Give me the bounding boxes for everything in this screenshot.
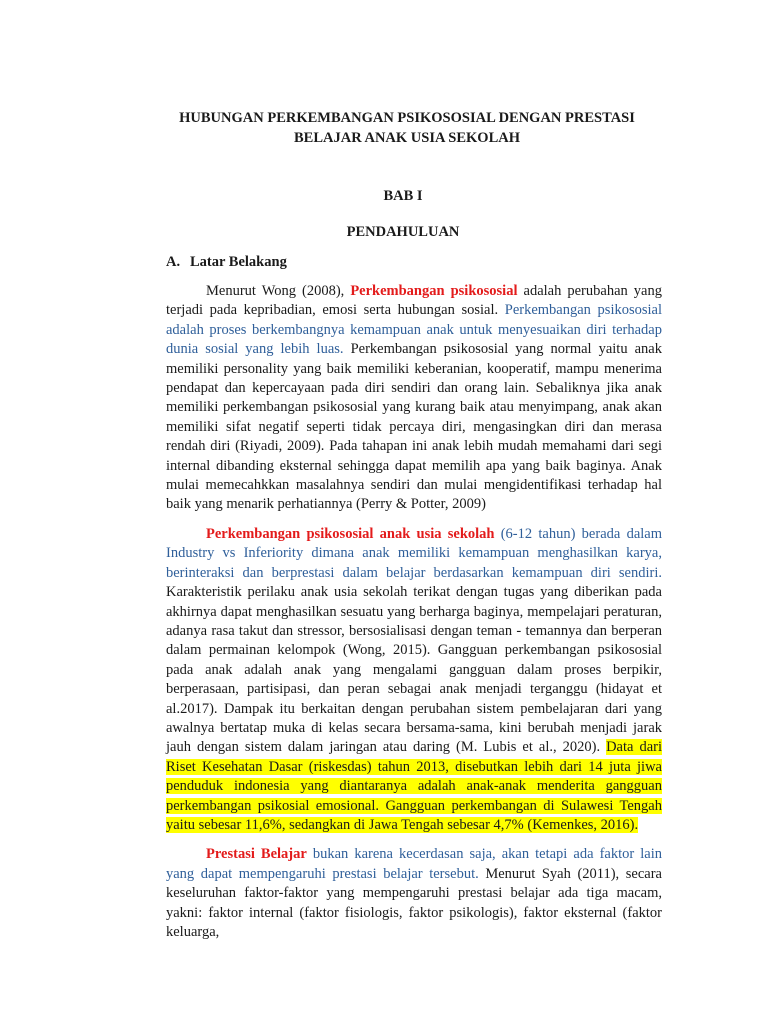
p3-keyword: Prestasi Belajar	[206, 846, 307, 863]
paragraph-1	[144, 282, 662, 515]
document-title	[144, 108, 670, 148]
section-letter: A.	[166, 254, 181, 270]
p1-definition: Perkembangan psikososial adalah proses berkembangnya kemampuan anak untuk menyesuaikan diri terhadap dunia sosial yang lebih luas.	[166, 302, 662, 358]
paragraph-2	[144, 525, 662, 836]
title-line-2: BELAJAR ANAK USIA SEKOLAH	[293, 130, 520, 146]
p2-keyword: Perkembangan psikososial anak usia sekolah	[206, 525, 495, 542]
p1-text-a: Menurut Wong (2008),	[206, 283, 351, 299]
p2-highlight: Data dari Riset Kesehatan Dasar (riskesdas) tahun 2013, disebutkan lebih dari 14 juta jiwa penduduk indonesia yang diantaranya adalah anak-anak menderita gangguan perkembangan psikosial emosional. Gangguan perkembangan di Sulawesi Tengah yaitu sebesar 11,6%, sedangkan di Jawa Tengah sebesar 4,7% (Kemenkes, 2016).	[166, 739, 662, 833]
title-line-1: HUBUNGAN PERKEMBANGAN PSIKOSOSIAL DENGAN PRESTASI	[179, 110, 635, 126]
chapter-title: PENDAHULUAN	[346, 224, 460, 240]
p1-keyword: Perkembangan psikososial	[350, 283, 518, 299]
p2-text-c: Karakteristik perilaku anak usia sekolah terikat dengan tugas yang diberikan pada akhirnya dapat menghasilkan sesuatu yang berharga baginya, mempelajari peraturan, adanya rasa takut dan stressor, bersosialisasi dengan teman - temannya dan berperan dalam permainan kelompok (Wong, 2015). Gangguan perkembangan psikososial pada anak adalah anak yang mengalami gangguan dalam proses berpikir, berperasaan, partisipasi, dan peran sebagai anak menjadi terganggu (hidayat et al.2017). Dampak itu berkaitan dengan perubahan sistem pembelajaran dari yang awalnya bertatap muka di kelas secara bersama-sama, kini berubah menjadi jarak jauh dengan sistem dalam jaringan atau daring (M. Lubis et al., 2020).	[166, 584, 662, 756]
p1-text-e: Perkembangan psikososial yang normal yaitu anak memiliki personality yang baik memiliki keberanian, kooperatif, mampu menerima pendapat dan kepercayaan pada diri sendiri dan orang lain. Sebaliknya jika anak memiliki perkembangan psikososial yang kurang baik atau menyimpang, anak akan memiliki sifat negatif seperti tidak percaya diri, mengasingkan diri dan merasa rendah diri (Riyadi, 2009). Pada tahapan ini anak lebih mudah memahami dari segi internal dibanding eksternal sehingga dapat memilih apa yang baik baginya. Anak mulai memecahkkan masalahnya sendiri dan mulai mengidentifikasi terhadap hal baik yang menarik perhatiannya (Perry & Potter, 2009)	[166, 341, 662, 513]
p3-definition: bukan karena kecerdasan saja, akan tetapi ada faktor lain yang dapat mempengaruhi prestasi belajar tersebut.	[166, 846, 662, 882]
p3-text-c: Menurut Syah (2011), secara keseluruhan faktor-faktor yang mempengaruhi prestasi belajar ada tiga macam, yakni: faktor internal (faktor fisiologis, faktor psikologis), faktor eksternal (faktor keluarga,	[166, 865, 662, 940]
p2-definition: (6-12 tahun) berada dalam Industry vs Inferiority dimana anak memiliki kemampuan menghasilkan karya, berinteraksi dan berprestasi dalam belajar berdasarkan kemampuan diri sendiri.	[166, 525, 662, 581]
chapter-number: BAB I	[383, 188, 423, 204]
p1-text-c: adalah perubahan yang terjadi pada kepribadian, emosi serta hubungan sosial.	[166, 283, 662, 319]
section-heading	[144, 252, 662, 272]
section-title: Latar Belakang	[190, 254, 287, 270]
paragraph-3	[144, 845, 662, 942]
